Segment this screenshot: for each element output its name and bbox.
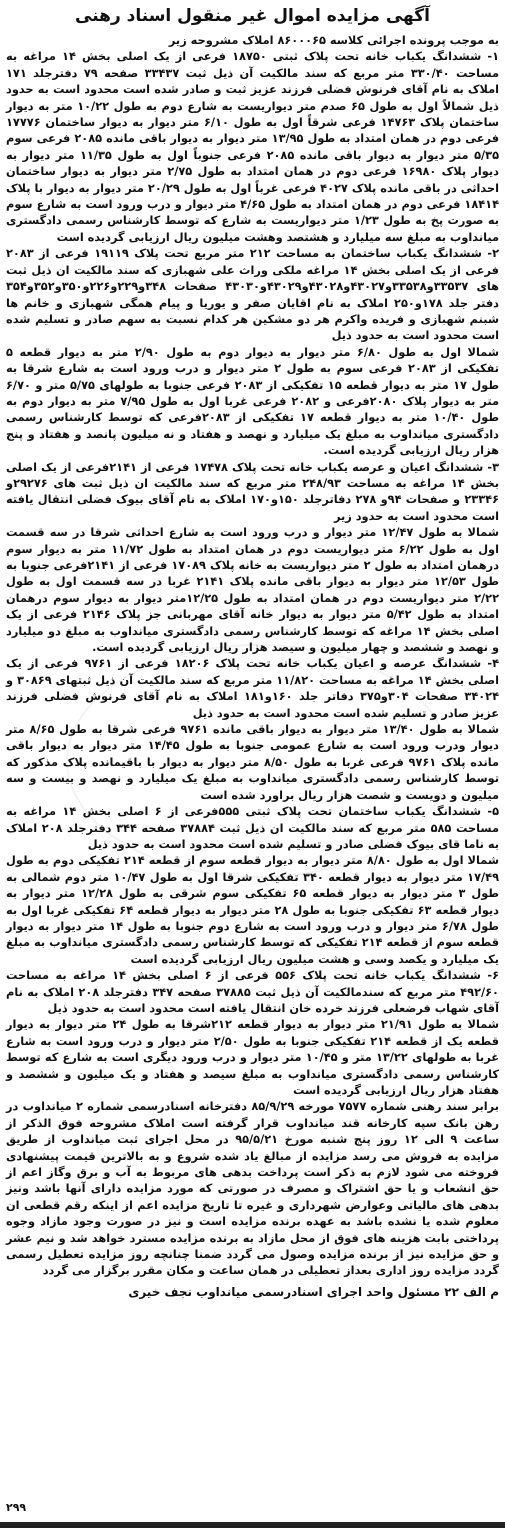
- notice-paragraph: ۳- ششدانگ اعیان و عرصه یکباب خانه تحت پلاک ۱۷۴۷۸ فرعی از ۲۱۴۱فرعی از یک اصلی بخش ۱۴ مراغه به مساحت ۲۴۸/۹۳ متر مربع که سند مالکیت ان ذیل ثبت های ۲۹۲۷۶و ۲۳۳۴۶ و صفحات ۹۴و ۲۷۸ دفاترجلد ۱۵۰و۱۷۰ املاک به نام آقای بیوک فضلی انتقال یافته است محدود است به حدود زیر: [6, 459, 499, 523]
- bottom-rule: [0, 1522, 505, 1528]
- notice-paragraph: به موجب پرونده اجرائی کلاسه ۸۶۰۰۰۶۵ املاک مشروحه زیر: [168, 33, 499, 47]
- signature-line: م الف ۲۲ مسئول واحد اجرای اسنادرسمی میانداوب نجف خیری: [128, 1284, 499, 1299]
- notice-paragraph: شمالا به طول ۲۱/۹۱ متر دیوار به دیوار قطعه ۲۱۲شرقا به طول ۲۴ متر دیوار به دیوار قطعه یک از قطعه ۲۱۴ تفکیکی جنوبا به طول ۲/۵۰ متر دیوار و درب ورود است به شارع غربا به طولهای ۱۳/۲۲ متر و ۱۰/۴۵ متر دیوار و درب ورود دیگری است به شارع که توسط کارشناس رسمی دادگستری میانداوب به مبلغ سیصد و هفتاد و یک میلیون و ششصد و هفتاد هزار ریال ارزیابی گردیده است: [6, 1017, 500, 1097]
- notice-page: [6, 4, 499, 1522]
- page-number: ۲۹۹: [6, 1501, 27, 1514]
- notice-paragraph: ۵- ششدانگ یکباب ساختمان تحت پلاک ثبتی ۵۵۵فرعی از ۶ اصلی بخش ۱۴ مراغه به مساحت ۵۸۵ متر مربع که سند مالکیت ان ذیل ثبت ۳۷۸۸۴ صفحه ۳۴۴ دفترجلد ۲۰۸ املاک به ناما قای بیوک فضلی صادر و تسلیم شده است محدود است به حدود ذیل: [6, 804, 500, 851]
- notice-paragraph: ۶- ششدانگ یکباب خانه تحت پلاک ۵۵۶ فرعی از ۶ اصلی بخش ۱۴ مراغه به مساحت ۴۹۲/۶۰ متر مربع که سندمالکیت آن ذیل ثبت ۳۷۸۸۵ صفحه ۳۴۷ دفترجلد ۲۰۸ املاک به نام آقای شهاب فرضعلی فرزند خرده خان انتقال یافته است محدود است به حدود ذیل: [6, 968, 500, 1015]
- notice-title: آگهی مزایده اموال غیر منقول اسناد رهنی: [75, 6, 430, 26]
- notice-paragraph: شمالا اول به طول ۸/۸۰ متر دیوار به دیوار قطعه سوم از قطعه ۲۱۴ تفکیکی دوم به طول ۱۷/۴۹ متر دیوار به دیوار قطعه ۳۴۰ تفکیکی شرقا اول به طول ۱۰/۴۷ متر دوم شمالی به طول ۳ متر دیوار به دیوار قطعه ۶۵ تفکیکی سوم شرقی به طول ۱۲/۲۸ متر دیوار به دیوار قطعه ۶۳ تفکیکی جنوبا به طول ۲۸ متر دیوار به دیوار قطعه ۶۴ تفکیکی غربا اول به طول ۶/۷۸ متر دیوار و درب ورود است به شارع دوم جنوبا به طول ۱۴ متر دیوار به دیوار قطعه سوم از قطعه ۲۱۴ تفکیکی که توسط کارشناس رسمی دادگستری میانداوب به مبلغ یک میلیارد و یکصد وسی و هشت میلیون ریال ارزیابی گردیده است: [6, 853, 500, 966]
- notice-paragraph: شمالا اول به طول ۶/۸۰ متر دیوار به دیوار دوم به طول ۲/۹۰ متر به دیوار قطعه ۵ تفکیکی از ۲۰۸۳ فرعی سوم به طول ۲ متر دیوار و درب ورود است به شارع شرقا به طول ۱۷ متر به دیوار قطعه ۱۵ تفکیکی از ۲۰۸۳ فرعی جنوبا به طولهای ۵/۷۵ متر و ۶/۷۰ متر به دیوار پلاک ۲۰۸۰فرعی و ۲۰۸۲ فرعی غربا اول به طول ۷/۹۵ متر به دیوار دوم به طول ۱۰/۴۰ متر به دیوار قطعه ۱۷ تفکیکی از ۲۰۸۳فرعی که توسط کارشناس رسمی دادگستری میانداوب به مبلغ یک میلیارد و نهصد و هفتاد و نه میلیون پانصد و هفتاد و پنج هزار ریال ارزیابی گردیده است.: [6, 344, 500, 458]
- notice-paragraph: ۲- ششدانگ یکباب ساختمان به مساحت ۲۱۲ متر مربع تحت پلاک ۱۹۱۱۹ فرعی از ۲۰۸۳ فرعی از یک اصلی بخش ۱۴ مراغه ملکی وراث علی شهبازی که سند مالکیت ان ذیل ثبت های ۳۳۵۳۷و۳۳۵۳۸و۴۳۰۲۷و۴۳۰۲۸و۴۳۰۲۹و۴۳۰۳۰ صفحات ۳۴۸و۲۲۹و۲۲۶و۳۵۰و۳۵۲و۳۵۴ دفتر جلد ۱۷۸و۲۵۰ املاک به نام اقایان صفر و یوریا و پیام همگی شهبازی و خانم ها شبنم شهبازی و فریده واکرم هر دو مشکین هر کدام نسبت به سهم صادر و تسلیم شده است محدود است به حدود ذیل: [6, 246, 499, 343]
- notice-paragraph: ۴- ششدانگ عرصه و اعیان یکباب خانه تحت پلاک ۱۸۲۰۶ فرعی از ۹۷۶۱ فرعی از یک اصلی بخش ۱۴ مراغه به مساحت ۱۱/۸۲۰ متر مربع که سند مالکیت آن ذیل ثبتهای ۳۰۸۶۹ و ۳۴۰۲۴ صفحات ۳۰۴و۳۷۵ دفاتر جلد ۱۶۰و۱۸۱ املاک به نام آقای فرنوش فضلی فرزند عزیز صادر و تسلیم شده است محدود است به حدود ذیل: [6, 656, 500, 720]
- notice-paragraph: ۱- ششدانگ یکباب خانه تحت پلاک ثبتی ۱۸۷۵۰ فرعی از یک اصلی بخش ۱۴ مراغه به مساحت ۳۳۰/۴۰ متر مربع که سند مالکیت آن ذیل ثبت ۳۳۴۳۷ صفحه ۷۹ دفترجلد ۱۷۱ املاک به نام آقای فرنوش فضلی فرزند عزیز ثبت و صادر شده است محدود است به حدود ذیل شمالاً اول به طول ۶۵ صدم متر دیواریست به شارع دوم به طول ۱۰/۲۲ متر به دیوار ساختمان پلاک ۱۴۷۶۳ فرعی شرقاً اول به طول ۶/۱۰ متر دیوار به دیوار ساختمان ۱۷۷۷۶ فرعی دوم در همان امتداد به طول ۱۳/۹۵ متر دیوار به دیوار باقی مانده ۲۰۸۵ فرعی سوم ۵/۳۵ متر دیوار به دیوار باقی مانده ۲۰۸۵ فرعی جنوباً اول به طول ۱۱/۳۵ متر دیوار به دیوار پلاک ۱۶۹۸۰ فرعی دوم در همان امتداد به طول ۲/۷۵ متر دیوار به دیوار ساختمان احداثی در باقی مانده پلاک ۴۰۲۷ فرعی غرباً اول به طول ۲۰/۲۹ متر دیوار به دیوار با پلاک ۱۸۴۱۴ فرعی دوم در همان امتداد به طول ۴/۶۵ متر دیوار و درب ورود است به شارع سوم به صورت پخ به طول ۱/۲۳ متر دیواریست به شارع که توسط کارشناس رسمی دادگستری میانداوب به مبلغ سه میلیارد و هشتصد وهشت میلیون ریال ارزیابی گردیده است: [6, 49, 500, 244]
- notice-paragraph: شمالا به طول ۱۲/۴۷ متر دیوار و درب ورود است به شارع احداثی شرقا در سه قسمت اول به طول ۶/۲۲ متر دیواریست دوم در همان امتداد به طول ۱۱/۷۲ متر به دیوار سوم درهمان امتداد به طول ۲ متر دیواریست به خانه پلاک ۱۷۰۸۹ فرعی از ۲۱۴۱فرعی جنوبا به طول ۱۲/۵۳ متر دیوار به دیوار باقی مانده پلاک ۲۱۴۱ غربا در سه قسمت اول به طول ۲/۲۲ متر دیواریست دوم در همان امتداد به طول ۱۲/۲۵متر دیوار به دیوار سوم درهمان امتداد به طول ۵/۴۲ متر دیوار به دیوار خانه آقای مهربانی جز پلاک ۲۱۴۶ فرعی از یک اصلی بخش ۱۴ مراغه که توسط کارشناس رسمی دادگستری میانداوب به مبلغ دو میلیارد و نهصد و ششصد و چهار میلیون و سیصد هزار ریال ارزیابی گردیده است.: [6, 525, 500, 655]
- notice-paragraph: شمالا به طول ۱۳/۴۰ متر دیوار به دیوار باقی مانده ۹۷۶۱ فرعی شرقا به طول ۸/۶۵ متر دیوار ودرب ورود است به شارع عمومی جنوبا به طول ۱۴/۴۵ متر دیوار به دیوار باقی مانده پلاک ۹۷۶۱ فرعی غربا به طول ۸/۵۰ متر دیوار به دیوار با باقیمانده پلاک مذکور که توسط کارشناس رسمی دادگستری میانداوب به مبلغ یک میلیارد و نهصد و بیست و سه میلیون و دویست و شصت هزار ریال براورد شده است: [6, 722, 499, 802]
- notice-paragraph: برابر سند رهنی شماره ۷۵۷۷ مورخه ۸۵/۹/۲۹ دفترخانه اسنادرسمی شماره ۲ میانداوب در رهن بانک سپه کارخانه قند میانداوب قرار گرفته است املاک مشروحه فوق الذکر از ساعت ۹ الی ۱۲ روز پنج شنبه مورخ ۹۵/۵/۲۱ در محل اجرای ثبت میانداوب از طریق مزایده به فروش می رسد مزایده از مبالغ یاد شده شروع و به بالاترین قیمت پیشنهادی فروخته می شود لازم به ذکر است پرداخت بدهی های مربوط به آب و برق وگاز اعم از حق انشعاب و یا حق اشتراک و مصرف در صورتی که مورد مزایده دارای آنها باشد ونیز بدهی های مالیاتی وعوارض شهرداری و غیره تا تاریخ مزایده اعم از اینکه رقم قطعی ان معلوم شده یا نشده باشد به عهده برنده مزایده است و نیز در صورت وجود مازاد وجوه پرداختی بابت هزینه های فوق از محل مازاد به برنده مزایده مسترد خواهد شد و نیم عشر و حق مزایده نیز از برنده مزایده وصول می گردد ضمنا چنانچه روز مزایده تعطیل رسمی گردد مزایده روز اداری بعداز تعطیلی در همان ساعت و مکان مقرر برگزار می گردد: [6, 1099, 499, 1278]
- notice-body: [6, 32, 499, 1279]
